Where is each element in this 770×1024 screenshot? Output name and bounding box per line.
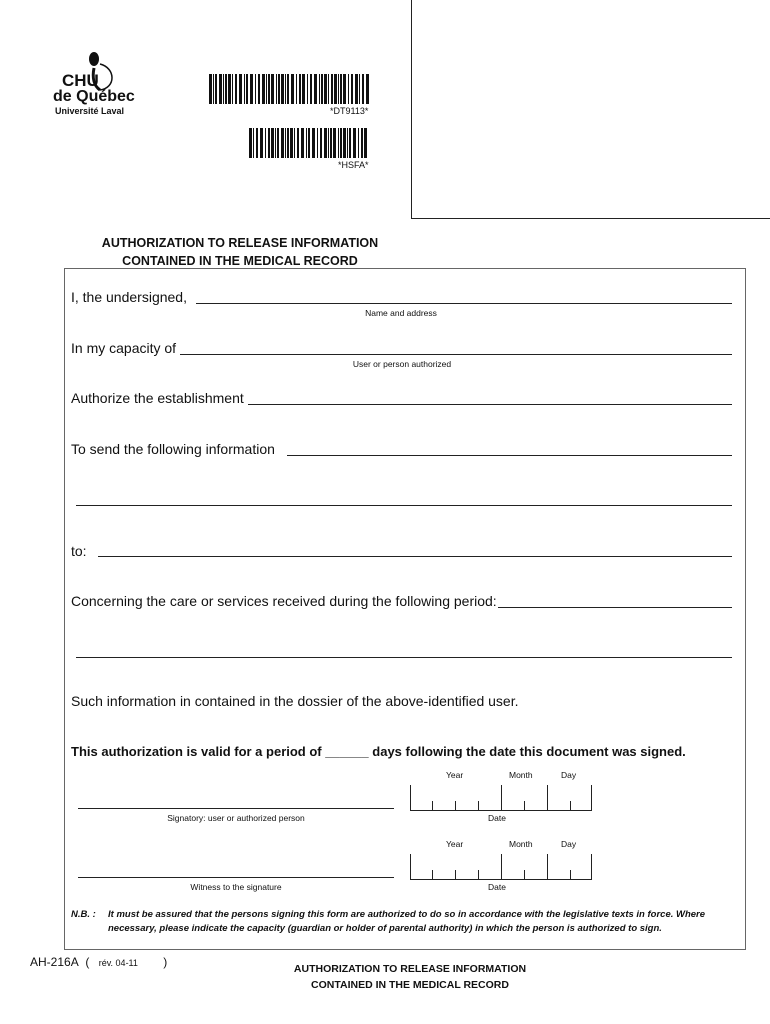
barcode-bar [321, 74, 323, 104]
page-title [75, 234, 405, 270]
barcode-bar [213, 74, 214, 104]
barcode-bar [359, 74, 360, 104]
date1-year-label: Year [446, 770, 464, 780]
form-code [30, 955, 167, 969]
barcode-bar [340, 128, 342, 158]
validity-text [71, 744, 686, 759]
period-field-line2[interactable] [76, 657, 732, 658]
logo-text-de-quebec: de Québec [53, 88, 135, 105]
barcode-bar [319, 74, 320, 104]
barcode-bar [297, 128, 299, 158]
barcode-bar [209, 74, 212, 104]
barcode-bar [366, 74, 369, 104]
dossier-text: Such information in contained in the dossier of the above-identified user. [71, 693, 519, 709]
capacity-label: In my capacity of [71, 340, 177, 356]
date2-day-label: Day [561, 839, 577, 849]
barcode-bar [246, 74, 248, 104]
date2-field[interactable] [410, 854, 592, 880]
logo-text-universite-laval: Université Laval [55, 106, 125, 116]
barcode-bar [271, 74, 274, 104]
barcode-bar [235, 74, 237, 104]
footer-title [230, 961, 590, 993]
barcode-bar [266, 74, 267, 104]
barcode-bar [281, 74, 284, 104]
nb-label: N.B. : [71, 909, 96, 920]
send-field-line2[interactable] [76, 505, 732, 506]
undersigned-field[interactable] [196, 303, 732, 304]
barcode-bar [331, 74, 333, 104]
barcode-bar [348, 74, 349, 104]
barcode-bar [301, 128, 304, 158]
form-box [64, 268, 746, 950]
barcode-bar [290, 128, 293, 158]
barcode-bar [232, 74, 233, 104]
date2-caption: Date [488, 882, 506, 892]
validity-days-field[interactable]: ______ [325, 744, 369, 759]
barcode-bar [276, 74, 277, 104]
barcode-bar [340, 74, 342, 104]
barcode-bar [285, 128, 286, 158]
barcode-bar [343, 74, 346, 104]
barcode-bar [258, 74, 260, 104]
barcode-bar [317, 128, 318, 158]
date2-month-label: Month [509, 839, 533, 849]
barcode-1 [209, 74, 371, 104]
barcode-bar [228, 74, 231, 104]
undersigned-label: I, the undersigned, [71, 289, 187, 305]
barcode-bar [294, 128, 295, 158]
barcode-bar [364, 128, 367, 158]
signatory-field[interactable] [78, 808, 394, 809]
barcode-bar [299, 74, 301, 104]
send-field[interactable] [287, 455, 732, 456]
barcode-bar [219, 74, 222, 104]
establishment-label: Authorize the establishment [71, 390, 244, 406]
barcode-bar [275, 128, 276, 158]
barcode-bar [215, 74, 217, 104]
barcode-bar [314, 74, 317, 104]
barcode-bar [353, 128, 356, 158]
logo-text-chu: CHU [62, 71, 99, 90]
date1-field[interactable] [410, 785, 592, 811]
barcode-bar [324, 74, 327, 104]
barcode-bar [250, 74, 253, 104]
nb-text [108, 908, 742, 936]
barcode-bar [333, 128, 336, 158]
barcode-bar [320, 128, 322, 158]
witness-field[interactable] [78, 877, 394, 878]
form-code-paren-open: ( [85, 955, 90, 969]
barcode-bar [328, 128, 329, 158]
date1-caption: Date [488, 813, 506, 823]
barcode-bar [271, 128, 274, 158]
establishment-field[interactable] [248, 404, 732, 405]
date2-year-label: Year [446, 839, 464, 849]
form-revision: rév. 04-11 [98, 958, 138, 968]
barcode-bar [355, 74, 358, 104]
date1-day-label: Day [561, 770, 577, 780]
barcode-bar [308, 128, 310, 158]
barcode-bar [307, 74, 308, 104]
date1-month-label: Month [509, 770, 533, 780]
barcode-bar [362, 74, 364, 104]
barcode-bar [285, 74, 286, 104]
nb-text-line2: necessary, please indicate the capacity (guardian or holder of parental authority) in which the person is authorized to sign. [108, 923, 662, 934]
stamp-box [411, 0, 770, 219]
barcode-bar [312, 128, 315, 158]
barcode-bar [296, 74, 297, 104]
period-field[interactable] [498, 607, 732, 608]
barcode-2-label: *HSFA* [338, 160, 369, 170]
barcode-bar [253, 128, 254, 158]
barcode-bar [361, 128, 363, 158]
barcode-bar [249, 128, 252, 158]
barcode-2 [249, 128, 371, 158]
barcode-bar [239, 74, 242, 104]
witness-caption: Witness to the signature [190, 882, 282, 892]
barcode-bar [281, 128, 284, 158]
undersigned-caption: Name and address [365, 308, 437, 318]
barcode-bar [287, 128, 289, 158]
period-label: Concerning the care or services received during the following period: [71, 593, 497, 609]
footer-title-line2: CONTAINED IN THE MEDICAL RECORD [311, 979, 509, 991]
barcode-bar [338, 128, 339, 158]
barcode-bar [287, 74, 289, 104]
capacity-caption: User or person authorized [352, 359, 452, 369]
send-label: To send the following information [71, 441, 275, 457]
barcode-bar [265, 128, 266, 158]
barcode-bar [324, 128, 327, 158]
barcode-bar [268, 128, 270, 158]
barcode-bar [262, 74, 265, 104]
footer-title-line1: AUTHORIZATION TO RELEASE INFORMATION [293, 963, 527, 975]
to-label: to: [71, 543, 87, 559]
barcode-bar [278, 74, 280, 104]
page-title-line1: AUTHORIZATION TO RELEASE INFORMATION [101, 236, 379, 250]
barcode-bar [347, 128, 348, 158]
barcode-bar [225, 74, 227, 104]
barcode-bar [306, 128, 307, 158]
barcode-bar [338, 74, 339, 104]
validity-prefix: This authorization is valid for a period of [71, 744, 322, 759]
validity-suffix: days following the date this document was signed. [372, 744, 686, 759]
barcode-bar [291, 74, 294, 104]
barcode-bar [268, 74, 270, 104]
page-title-line2: CONTAINED IN THE MEDICAL RECORD [122, 254, 358, 268]
barcode-bar [255, 74, 256, 104]
barcode-bar [351, 74, 353, 104]
barcode-bar [302, 74, 305, 104]
barcode-bar [358, 128, 359, 158]
barcode-bar [256, 128, 258, 158]
barcode-bar [260, 128, 263, 158]
barcode-1-label: *DT9113* [330, 106, 369, 116]
barcode-bar [328, 74, 329, 104]
nb-text-line1: It must be assured that the persons signing this form are authorized to do so in accordance with the legislative texts in force. Where [108, 909, 706, 920]
signatory-caption: Signatory: user or authorized person [167, 813, 305, 823]
capacity-field[interactable] [180, 354, 732, 355]
form-code-paren-close: ) [163, 955, 168, 969]
barcode-bar [223, 74, 224, 104]
barcode-bar [310, 74, 312, 104]
barcode-bar [334, 74, 337, 104]
barcode-bar [343, 128, 346, 158]
barcode-bar [349, 128, 351, 158]
form-code-text: AH-216A [30, 955, 79, 969]
barcode-bar [330, 128, 332, 158]
to-field[interactable] [98, 556, 732, 557]
barcode-bar [277, 128, 279, 158]
barcode-bar [244, 74, 245, 104]
